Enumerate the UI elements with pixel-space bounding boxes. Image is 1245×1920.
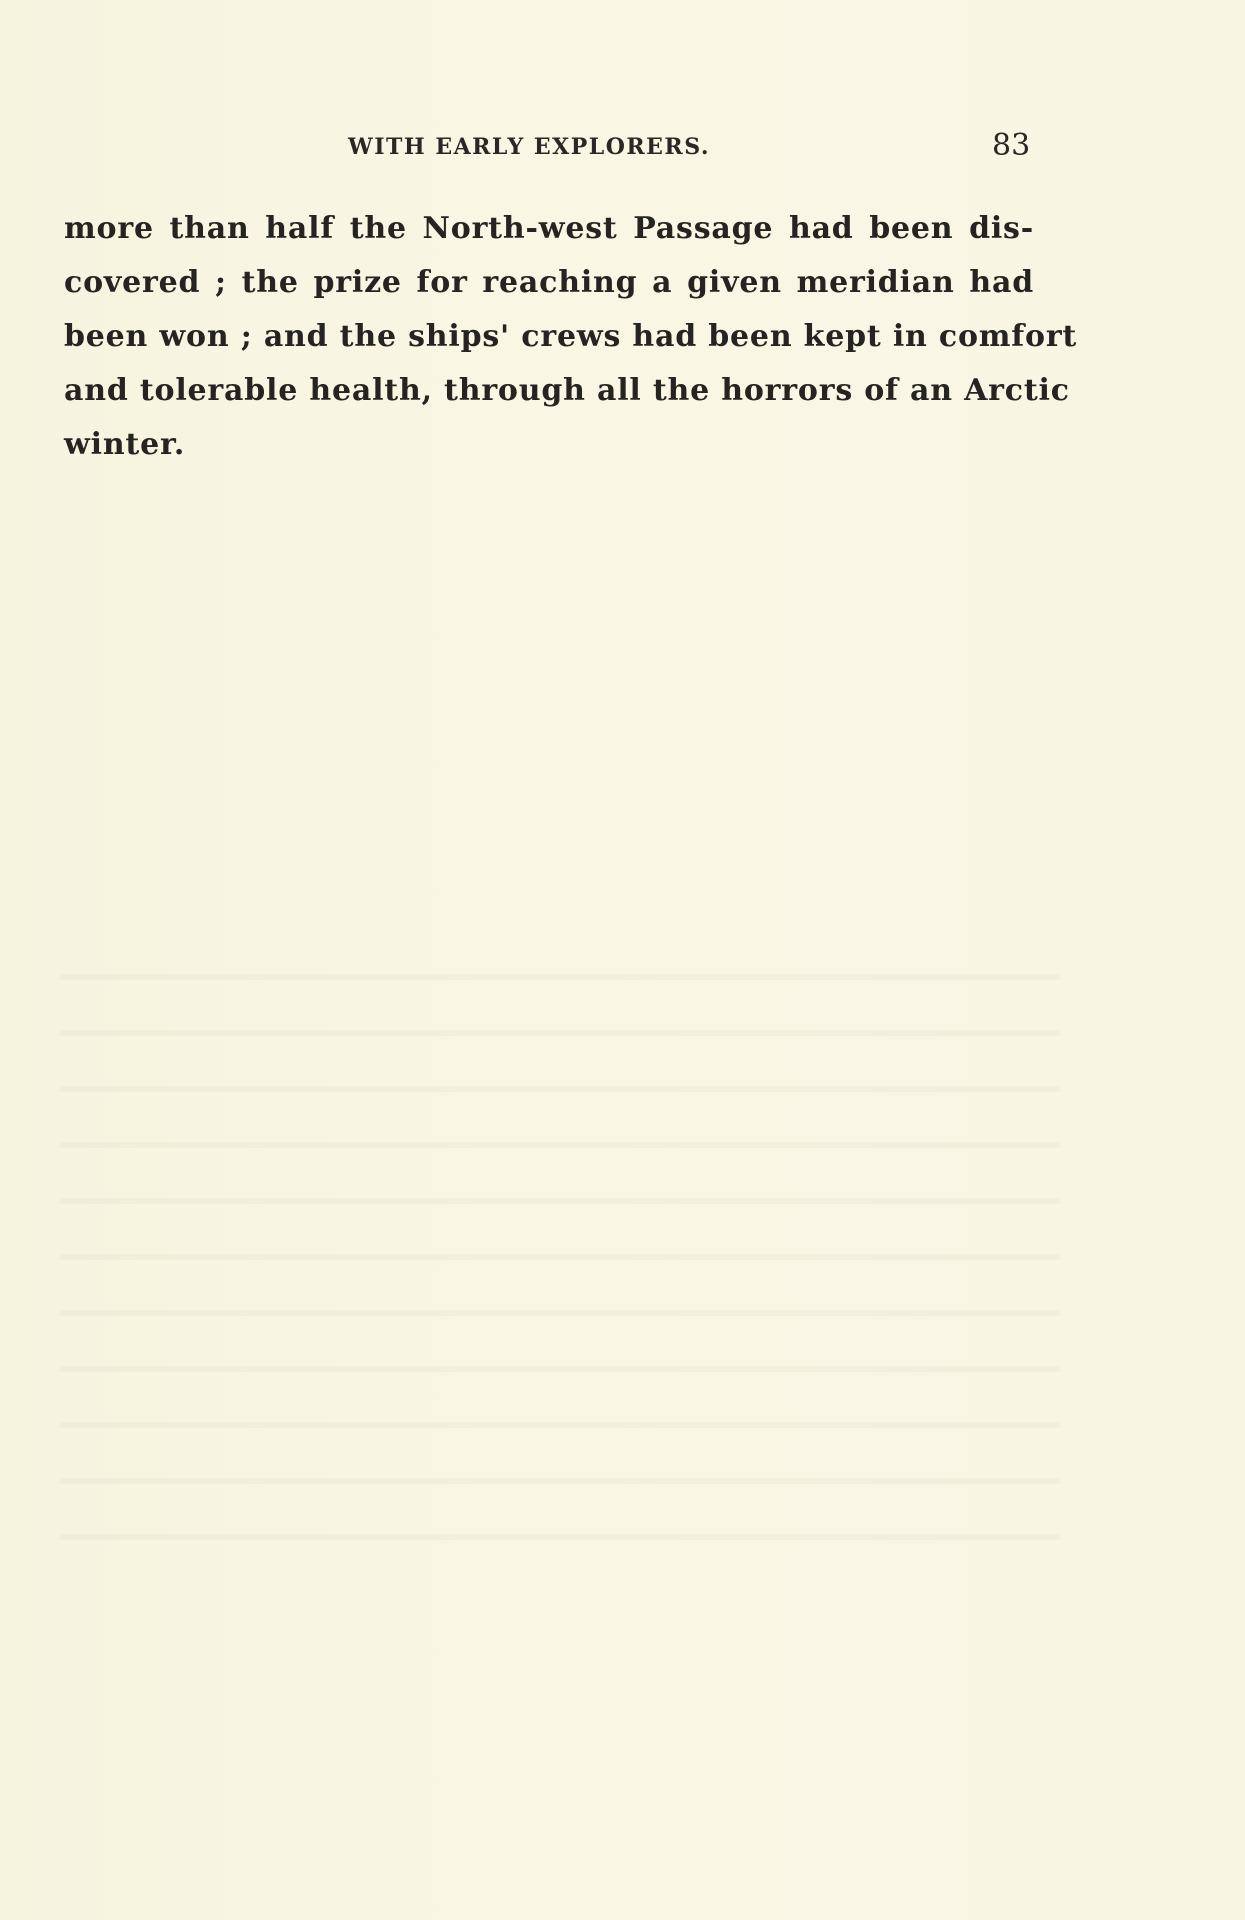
text-line: covered ; the prize for reaching a given meridian had [64, 265, 1034, 300]
text-line: more than half the North-west Passage had been dis- [64, 211, 1034, 246]
running-head: WITH EARLY EXPLORERS. [348, 134, 710, 160]
text-line: and tolerable health, through all the horrors of an Arctic [64, 373, 1070, 408]
body-paragraph [64, 202, 1078, 472]
page-number: 83 [992, 128, 1031, 163]
text-line: been won ; and the ships' crews had been kept in comfort [64, 319, 1078, 354]
show-through-text [60, 940, 1060, 1590]
text-line: winter. [64, 427, 186, 462]
